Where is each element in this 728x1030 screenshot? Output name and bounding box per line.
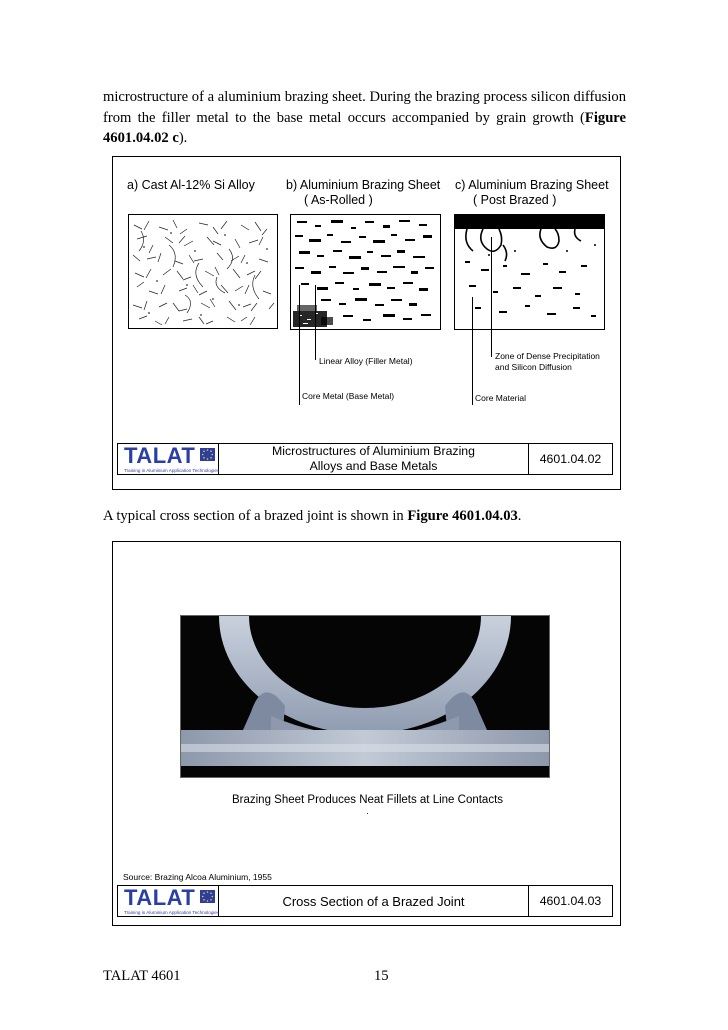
leader-core-metal bbox=[299, 285, 300, 405]
leader-zone bbox=[491, 237, 492, 357]
figure1-footer bbox=[117, 443, 613, 475]
page-footer-left: TALAT 4601 bbox=[103, 968, 181, 984]
page-number: 15 bbox=[374, 968, 389, 984]
panel-c-label-line2: ( Post Brazed ) bbox=[473, 193, 557, 207]
post-brazed-texture bbox=[455, 215, 604, 329]
panel-a-micrograph bbox=[128, 214, 278, 329]
middle-text: A typical cross section of a brazed joint is shown in bbox=[103, 508, 408, 524]
annotation-linear-alloy: Linear Alloy (Filler Metal) bbox=[319, 356, 413, 366]
annotation-zone-line1: Zone of Dense Precipitation bbox=[495, 351, 600, 361]
panel-a-label-line1: a) Cast Al-12% Si Alloy bbox=[127, 178, 255, 192]
eu-flag-icon bbox=[200, 448, 215, 461]
panel-b-label bbox=[286, 178, 440, 208]
figure1-number: 4601.04.02 bbox=[539, 452, 602, 466]
talat-logo-tagline-2: Training in Aluminium Application Technologies bbox=[124, 910, 220, 915]
talat-logo-2 bbox=[118, 886, 219, 916]
talat-logo bbox=[118, 444, 219, 474]
leader-linear-alloy bbox=[315, 285, 316, 360]
annotation-zone-line2: and Silicon Diffusion bbox=[495, 362, 572, 372]
cast-alloy-texture bbox=[129, 215, 277, 328]
annotation-core-metal: Core Metal (Base Metal) bbox=[302, 391, 395, 401]
intro-paragraph bbox=[103, 87, 626, 149]
figure2-title: Cross Section of a Brazed Joint bbox=[219, 886, 529, 916]
panel-b-label-line1: b) Aluminium Brazing Sheet bbox=[286, 178, 441, 192]
talat-logo-tagline: Training in Aluminium Application Technologies bbox=[124, 468, 220, 473]
middle-tail: . bbox=[517, 508, 522, 524]
talat-logo-text: TALAT bbox=[124, 443, 196, 468]
panel-b-label-line2: ( As-Rolled ) bbox=[304, 193, 373, 207]
figure-ref-1: Figure 4601.04.02 c bbox=[103, 109, 626, 146]
figure-4601-04-02 bbox=[112, 156, 621, 490]
figure1-title-line2: Alloys and Base Metals bbox=[309, 459, 438, 473]
brazed-joint-photo bbox=[180, 615, 550, 778]
figure2-footer bbox=[117, 885, 613, 917]
as-rolled-texture bbox=[291, 215, 440, 329]
panel-a-label bbox=[127, 178, 255, 193]
figure2-number: 4601.04.03 bbox=[539, 894, 602, 908]
figure2-caption-dot: . bbox=[366, 806, 369, 816]
figure1-title-line1: Microstructures of Aluminium Brazing bbox=[272, 444, 475, 458]
intro-text: microstructure of a aluminium brazing sheet. During the brazing process silicon diffusion from the filler metal to the base metal occurs accompanied by grain growth ( bbox=[103, 89, 626, 126]
figure-ref-2: Figure 4601.04.03 bbox=[407, 508, 518, 524]
panel-c-label bbox=[455, 178, 609, 208]
talat-logo-text-2: TALAT bbox=[124, 885, 196, 910]
panel-c-label-line1: c) Aluminium Brazing Sheet bbox=[455, 178, 609, 192]
leader-core-material bbox=[472, 297, 473, 405]
figure2-source: Source: Brazing Alcoa Aluminium, 1955 bbox=[123, 872, 272, 882]
middle-paragraph bbox=[103, 506, 626, 527]
annotation-zone bbox=[495, 351, 600, 373]
panel-c-micrograph bbox=[454, 214, 605, 330]
annotation-core-material: Core Material bbox=[475, 393, 527, 403]
brazed-joint-cross-section bbox=[181, 616, 549, 777]
figure2-caption: Brazing Sheet Produces Neat Fillets at Line Contacts bbox=[231, 794, 504, 806]
figure-4601-04-03 bbox=[112, 541, 621, 926]
intro-tail: ). bbox=[178, 130, 188, 146]
eu-flag-icon-2 bbox=[200, 890, 215, 903]
figure1-title bbox=[219, 444, 529, 474]
panel-b-micrograph bbox=[290, 214, 441, 330]
